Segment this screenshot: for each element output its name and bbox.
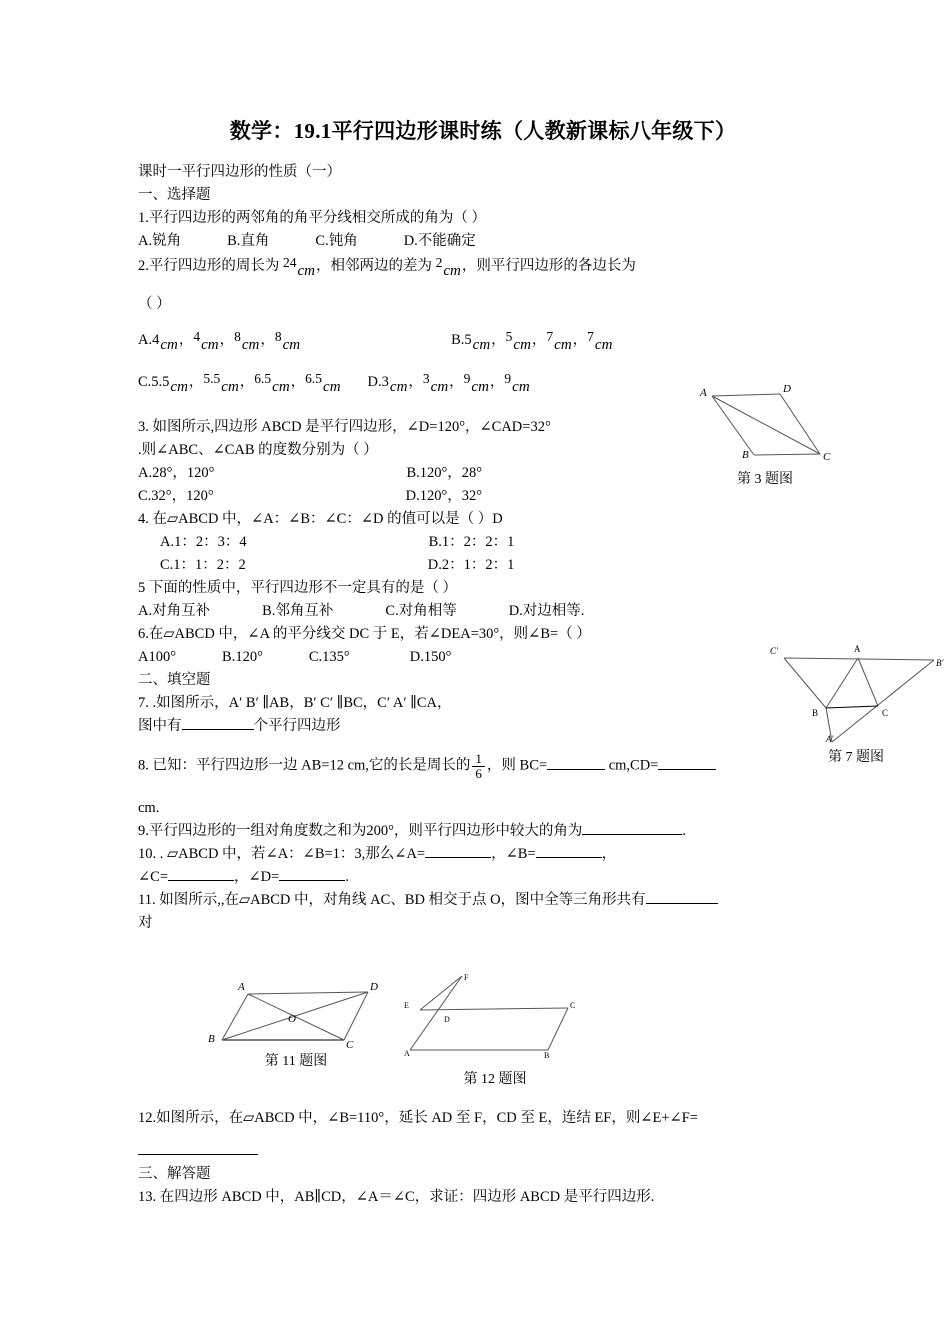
fig3-side-BC: [754, 454, 820, 455]
question-8-line1: [138, 752, 828, 780]
q2-option-b-unit-4: cm: [594, 337, 613, 354]
q4-option-d: D.2：1：2：1: [427, 557, 515, 574]
question-3-stem-line2: .则∠ABC、∠CAB 的度数分别为（ ）: [138, 442, 378, 459]
q2-option-b-unit-3: cm: [554, 337, 572, 354]
fig11-label-C: C: [346, 1039, 354, 1051]
figure-question-7: [762, 632, 950, 766]
fig7-label-A: A: [854, 644, 861, 654]
q8-text-mid: ，则 BC=: [486, 757, 548, 774]
question-4-stem: 4. 在▱ABCD 中，∠A：∠B：∠C：∠D 的值可以是（ ）D: [138, 511, 503, 528]
question-12-answer-blank-row: [138, 1140, 828, 1163]
question-4-options-row1: [138, 531, 828, 554]
q2-option-b: B.5cm，5cm，7cm，7cm: [451, 329, 613, 354]
fig11-side-AD: [248, 992, 368, 994]
figure-11-caption: 第 11 题图: [264, 1054, 328, 1069]
q1-option-a: A.锐角: [138, 233, 182, 250]
figure-question-11: [196, 978, 396, 1070]
q3-option-c: C.32°，120°: [138, 488, 214, 505]
q4-option-b: B.1：2：2：1: [428, 534, 515, 551]
question-6-options: [138, 646, 828, 669]
q2-unit-1: cm: [297, 263, 315, 280]
q6-option-d: D.150°: [409, 649, 452, 666]
question-3-stem-line1: 3. 如图所示,四边形 ABCD 是平行四边形，∠D=120°，∠CAD=32°: [138, 419, 551, 436]
q2-option-c-v1: 5.5: [203, 371, 221, 387]
fig3-label-A: A: [700, 387, 707, 399]
q4-option-a: A.1：2：3：4: [160, 534, 247, 551]
q8-fraction-one-sixth: [472, 752, 485, 780]
question-11-line2: 对: [138, 914, 153, 931]
fig12-label-B: B: [544, 1051, 550, 1060]
q10-angle-a-blank[interactable]: [425, 844, 491, 858]
q10-angle-b-blank[interactable]: [536, 844, 602, 858]
fig12-line-EC: [420, 1008, 568, 1010]
question-4-options-row2: [138, 554, 828, 577]
question-7-line1: 7. .如图所示，A′ B′ ∥AB，B′ C′ ∥BC，C′ A′ ∥CA，: [138, 695, 452, 712]
fig11-label-B: B: [208, 1033, 215, 1045]
question-10-line2: [138, 866, 828, 889]
question-6-stem: 6.在▱ABCD 中，∠A 的平分线交 DC 于 E，若∠DEA=30°，则∠B=（ ）: [138, 626, 591, 643]
fig7-label-C: C: [882, 708, 889, 718]
fig3-label-D: D: [783, 383, 791, 395]
fig7-label-B: B: [812, 708, 819, 718]
q2-option-b-unit-2: cm: [513, 337, 531, 354]
fig12-label-C: C: [570, 1001, 576, 1010]
q2-option-b-unit-1: cm: [472, 337, 491, 354]
fig7-line-Cp-B: [784, 658, 826, 708]
q9-text-pre: 9.平行四边形的一组对角度数之和为200°，则平行四边形中较大的角为: [138, 822, 583, 839]
figure-12-drawing: [400, 972, 590, 1058]
fig7-side-BC: [826, 706, 878, 708]
fig11-label-O: O: [288, 1013, 296, 1025]
question-12-line1: 12.如图所示，在▱ABCD 中，∠B=110°，延长 AD 至 F，CD 至 E，连结 EF，则∠E+∠F=: [138, 1109, 698, 1126]
q2-option-d-unit-2: cm: [430, 379, 449, 396]
question-5-options: [138, 600, 828, 623]
q10-text-post: ，: [601, 845, 617, 862]
q9-text-post: .: [682, 822, 687, 839]
q2-option-c-label: C.5.5: [138, 374, 170, 391]
question-2-stem: [138, 253, 828, 279]
fig12-side-CB: [548, 1008, 568, 1050]
q7-text-post: 个平行四边形: [253, 718, 341, 735]
question-1-options: [138, 230, 828, 253]
q10-text-pre2: ∠C=: [138, 868, 168, 885]
fig7-side-AC: [858, 658, 878, 706]
fig3-label-B: B: [742, 449, 749, 461]
q2-option-c-unit-3: cm: [272, 379, 290, 396]
q2-option-c-v3: 6.5: [305, 371, 323, 387]
fig3-side-AB: [712, 396, 754, 455]
q2-option-d-unit-3: cm: [471, 379, 489, 396]
fig11-label-A: A: [238, 981, 245, 993]
q2-option-a-v3: 8: [274, 329, 282, 345]
q11-text-pre: 11. 如图所示,,在▱ABCD 中，对角线 AC、BD 相交于点 O，图中全等三角形共有: [138, 891, 646, 908]
question-7-line2: [138, 715, 828, 738]
page-title: 数学：19.1平行四边形课时练（人教新课标八年级下）: [229, 119, 737, 143]
question-11-line1: [138, 889, 828, 912]
q3-option-b: B.120°，28°: [406, 465, 483, 482]
q2-option-c: C.5.5cm，5.5cm，6.5cm，6.5cm: [138, 371, 341, 396]
q2-option-d-unit-4: cm: [512, 379, 530, 396]
q5-option-c: C.对角相等: [385, 603, 457, 620]
q2-difference-value: 2: [435, 255, 443, 271]
q2-option-d-v2: 9: [463, 371, 471, 387]
q10-text-pre: 10. . ▱ABCD 中，若∠A：∠B=1：3,那么∠A=: [138, 845, 426, 862]
q2-option-a-v2: 8: [234, 329, 241, 345]
q4-option-c: C.1：1：2：2: [160, 557, 246, 574]
q8-cd-blank[interactable]: [658, 756, 716, 770]
q5-option-d: D.对边相等.: [508, 603, 585, 620]
fig12-label-F: F: [464, 973, 469, 982]
q10-angle-c-blank[interactable]: [168, 867, 234, 881]
fig11-label-D: D: [370, 981, 378, 993]
question-3-options-row2: [138, 485, 828, 508]
q2-unit-2: cm: [443, 263, 461, 280]
q8-fraction-numerator: 1: [475, 751, 482, 767]
question-8-line2: cm.: [138, 799, 160, 816]
fig12-label-A: A: [404, 1049, 410, 1058]
q10-text-mid: ，∠B=: [491, 845, 536, 862]
question-9-line: [138, 820, 828, 843]
fig12-label-E: E: [404, 1001, 409, 1010]
fig7-label-Bprime: B′: [936, 658, 944, 668]
q8-fraction-denominator: 6: [472, 766, 485, 781]
question-5-stem: 5 下面的性质中，平行四边形不一定具有的是（ ）: [138, 580, 457, 597]
q2-option-c-unit-1: cm: [170, 379, 188, 396]
q8-text-unit: cm,CD=: [608, 757, 659, 774]
q2-option-a-unit-1: cm: [160, 337, 178, 354]
section-heading-one: 一、选择题: [138, 187, 211, 204]
q1-option-b: B.直角: [227, 233, 270, 250]
q3-option-a: A.28°，120°: [138, 465, 215, 482]
q5-option-a: A.对角互补: [138, 603, 211, 620]
fig12-label-D: D: [444, 1015, 450, 1024]
q2-option-c-unit-2: cm: [221, 379, 239, 396]
fig3-side-DC: [780, 394, 820, 454]
q7-text-pre: 图中有: [138, 718, 182, 735]
question-13-line1: 13. 在四边形 ABCD 中，AB∥CD，∠A＝∠C，求证：四边形 ABCD 是平行四边形.: [138, 1188, 655, 1205]
q2-stem-part2: ，相邻两边的差为: [316, 258, 432, 275]
q2-option-b-v3: 7: [587, 329, 594, 345]
q11-answer-blank[interactable]: [646, 890, 718, 904]
q2-option-a-label: A.4: [138, 332, 160, 349]
figure-7-caption: 第 7 题图: [828, 750, 884, 765]
q5-option-b: B.邻角互补: [262, 603, 334, 620]
q2-option-a-unit-4: cm: [282, 337, 301, 354]
fig12-line-AF: [410, 976, 462, 1050]
q2-option-b-v2: 7: [546, 329, 554, 345]
q6-option-a: A100°: [138, 649, 177, 666]
question-2-options-row1: [138, 328, 828, 352]
figure-7-drawing: [762, 632, 950, 742]
q6-option-c: C.135°: [308, 649, 350, 666]
q1-option-c: C.钝角: [315, 233, 358, 250]
question-1-stem: 1.平行四边形的两邻角的角平分线相交所成的角为（ ）: [138, 210, 486, 227]
q10-text-post2: .: [345, 868, 349, 885]
q2-option-d-v3: 9: [504, 371, 512, 387]
figure-question-3: [690, 378, 840, 488]
question-2-answer-paren: （ ）: [138, 296, 171, 313]
q2-option-d-label: D.3: [367, 374, 389, 391]
q7-answer-blank[interactable]: [182, 716, 254, 730]
document-subtitle: 课时一平行四边形的性质（一）: [138, 164, 341, 181]
q2-stem-part3: ，则平行四边形的各边长为: [461, 258, 636, 275]
q12-answer-blank[interactable]: [138, 1141, 258, 1155]
fig3-label-C: C: [823, 451, 831, 463]
q2-option-a-unit-2: cm: [201, 337, 219, 354]
section-heading-three: 三、解答题: [138, 1165, 211, 1182]
q2-option-b-label: B.5: [451, 332, 472, 349]
q2-option-d-unit-1: cm: [389, 379, 408, 396]
fig3-diagonal-AC: [712, 396, 820, 454]
fig7-label-Aprime: A′: [826, 734, 834, 744]
q8-text-pre: 8. 已知：平行四边形一边 AB=12 cm,它的长是周长的: [138, 757, 471, 774]
q10-text-mid2: ，∠D=: [234, 868, 280, 885]
q10-angle-d-blank[interactable]: [279, 867, 345, 881]
section-heading-two: 二、填空题: [138, 672, 211, 689]
q2-stem-part1: 2.平行四边形的周长为: [138, 258, 280, 275]
fig7-line-Ap-Bp: [832, 660, 934, 742]
q3-option-d: D.120°，32°: [405, 488, 483, 505]
q2-option-a: A.4cm，4cm，8cm，8cm: [138, 329, 301, 354]
q6-option-b: B.120°: [222, 649, 263, 666]
fig12-line-EF: [420, 976, 462, 1010]
q2-option-b-v1: 5: [505, 329, 513, 345]
figure-3-drawing: [690, 378, 840, 466]
fig3-side-AD: [712, 394, 780, 396]
question-10-line1: [138, 843, 828, 866]
figure-12-caption: 第 12 题图: [463, 1072, 527, 1087]
q1-option-d: D.不能确定: [403, 233, 476, 250]
q2-option-d-v1: 3: [422, 371, 430, 387]
fig7-side-BA: [826, 658, 858, 708]
q2-option-d: D.3cm，3cm，9cm，9cm: [367, 371, 530, 396]
q2-option-c-v2: 6.5: [254, 371, 272, 387]
q2-option-a-v1: 4: [193, 329, 201, 345]
q2-option-a-unit-3: cm: [241, 337, 260, 354]
q2-option-c-unit-4: cm: [323, 379, 341, 396]
figure-question-12: [400, 972, 590, 1088]
q2-perimeter-value: 24: [283, 255, 297, 271]
figure-11-drawing: [196, 978, 396, 1051]
figure-3-caption: 第 3 题图: [737, 472, 793, 487]
q8-bc-blank[interactable]: [547, 756, 605, 770]
fig7-label-Cprime: C′: [770, 646, 778, 656]
q9-answer-blank[interactable]: [582, 821, 682, 835]
fig11-diagonal-AC: [248, 994, 344, 1040]
